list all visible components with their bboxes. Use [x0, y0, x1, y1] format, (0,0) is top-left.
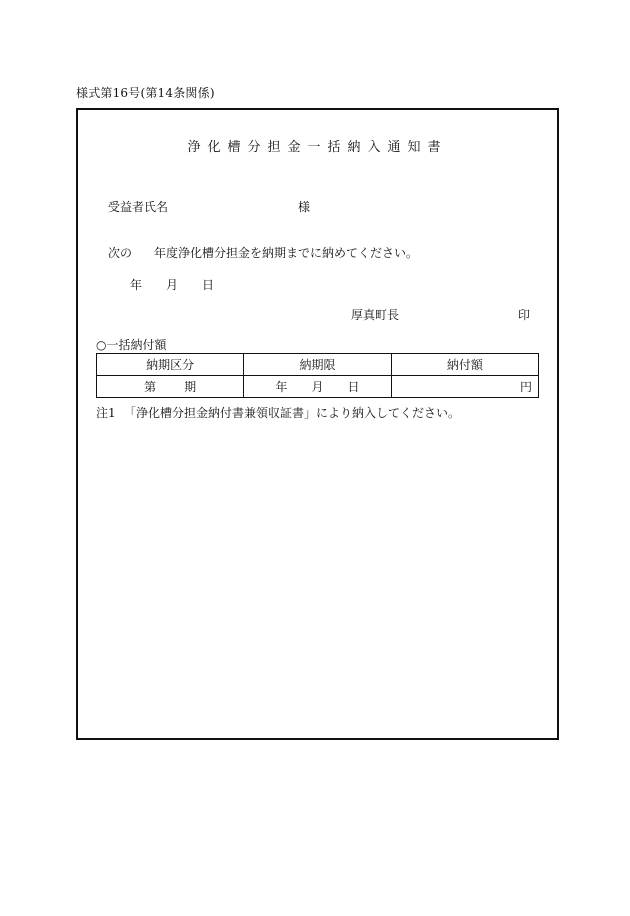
document-title: 浄化槽分担金一括納入通知書: [187, 140, 448, 155]
header-amount: 納付額: [391, 354, 538, 376]
payment-table: [96, 353, 539, 398]
form-frame: [76, 108, 559, 740]
header-period: 納期区分: [97, 354, 244, 376]
issue-date-day: 日: [202, 278, 215, 292]
recipient-name-label: 受益者氏名: [108, 200, 169, 214]
amount-unit: 円: [519, 380, 532, 394]
notice-body: 年度浄化槽分担金を納期までに納めてください。: [154, 246, 419, 260]
issue-date-year: 年: [130, 278, 143, 292]
table-row: [97, 376, 539, 398]
issuer-title: 厚真町長: [351, 308, 400, 322]
form-number-label: 様式第16号(第14条関係): [76, 86, 215, 100]
section-heading: ○一括納付額: [96, 338, 167, 352]
note-text: 「浄化槽分担金納付書兼領収証書」により納入してください。: [124, 406, 461, 420]
deadline-year: 年: [275, 380, 288, 394]
seal-mark: 印: [518, 308, 531, 322]
amount-cell: [391, 376, 538, 398]
notice-prefix: 次の: [108, 246, 133, 260]
issue-date-month: 月: [166, 278, 179, 292]
period-cell: [97, 376, 244, 398]
table-header-row: [97, 354, 539, 376]
period-ordinal: 第: [144, 380, 157, 394]
deadline-day: 日: [347, 380, 360, 394]
issue-date: [130, 276, 214, 293]
deadline-month: 月: [311, 380, 324, 394]
header-deadline: 納期限: [244, 354, 391, 376]
period-unit: 期: [184, 380, 197, 394]
note: [96, 404, 460, 421]
recipient-honorific: 様: [298, 200, 311, 214]
note-number: 注1: [96, 406, 116, 420]
deadline-cell: [244, 376, 391, 398]
